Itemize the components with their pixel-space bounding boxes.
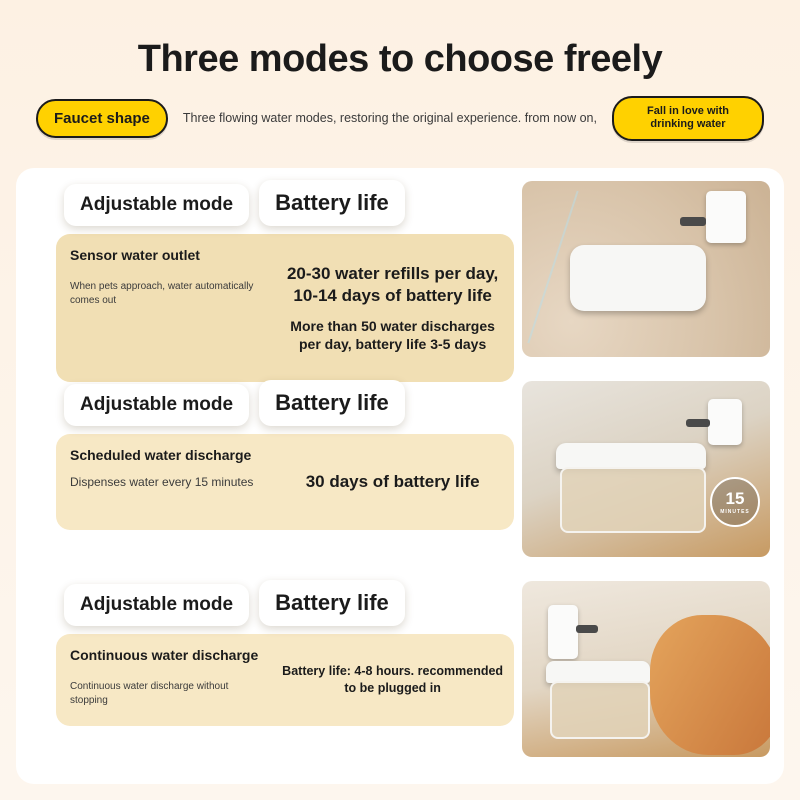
row2-battery-main: 30 days of battery life xyxy=(305,471,480,491)
row1-product-photo xyxy=(522,181,770,357)
wall-mount-icon xyxy=(708,399,742,445)
fountain-top xyxy=(556,443,706,469)
row1-tab-battery-life[interactable]: Battery life xyxy=(259,180,405,226)
interval-badge-unit: MINUTES xyxy=(720,508,750,515)
wall-mount-icon xyxy=(548,605,578,659)
row2-tab-adjustable-mode[interactable]: Adjustable mode xyxy=(64,384,249,426)
row1-panel-title: Sensor water outlet xyxy=(70,247,200,263)
water-tank xyxy=(550,681,650,739)
row2-panel-sub: Dispenses water every 15 minutes xyxy=(70,475,254,490)
modes-card xyxy=(16,168,784,784)
row2-product-photo xyxy=(522,381,770,557)
row1-battery-main: 20-30 water refills per day, 10-14 days of battery life xyxy=(286,263,499,305)
row2-panel-title: Scheduled water discharge xyxy=(70,447,252,463)
faucet-spout-icon xyxy=(686,419,710,427)
row1-tab-adjustable-mode[interactable]: Adjustable mode xyxy=(64,184,249,226)
faucet-spout-icon xyxy=(680,217,706,226)
cat-illustration xyxy=(650,615,770,755)
row3-battery-main: Battery life: 4-8 hours. recommended to be plugged in xyxy=(282,664,504,695)
row3-tab-adjustable-mode[interactable]: Adjustable mode xyxy=(64,584,249,626)
row1-battery-second: More than 50 water discharges per day, battery life 3-5 days xyxy=(290,317,495,353)
mode-row-2 xyxy=(16,368,784,568)
mode-row-3 xyxy=(16,568,784,768)
faucet-spout-icon xyxy=(576,625,598,633)
row3-product-photo xyxy=(522,581,770,757)
interval-badge-number: 15 xyxy=(725,488,745,508)
wall-mount-icon xyxy=(706,191,746,243)
row3-panel-sub: Continuous water discharge without stopping xyxy=(70,681,229,706)
subtitle-text: Three flowing water modes, restoring the original experience. from now on, xyxy=(182,111,597,125)
love-drinking-water-pill: Fall in love with drinking water xyxy=(612,96,764,142)
row2-tab-battery-life[interactable]: Battery life xyxy=(259,380,405,426)
row3-tabs xyxy=(56,580,514,626)
fountain-top xyxy=(546,661,650,683)
subtitle-row xyxy=(0,82,800,142)
row3-tab-battery-life[interactable]: Battery life xyxy=(259,580,405,626)
page-title: Three modes to choose freely xyxy=(137,38,663,80)
row1-tabs xyxy=(56,180,514,226)
row2-panel xyxy=(56,434,514,530)
row2-tabs xyxy=(56,380,514,426)
fountain-body xyxy=(570,245,706,311)
mode-row-1 xyxy=(16,168,784,368)
row3-panel xyxy=(56,634,514,726)
row1-panel xyxy=(56,234,514,382)
water-tank xyxy=(560,467,706,533)
interval-badge xyxy=(710,477,760,527)
faucet-shape-pill: Faucet shape xyxy=(36,99,168,138)
row3-panel-title: Continuous water discharge xyxy=(70,647,259,663)
row1-panel-sub: When pets approach, water automatically comes out xyxy=(70,281,254,306)
